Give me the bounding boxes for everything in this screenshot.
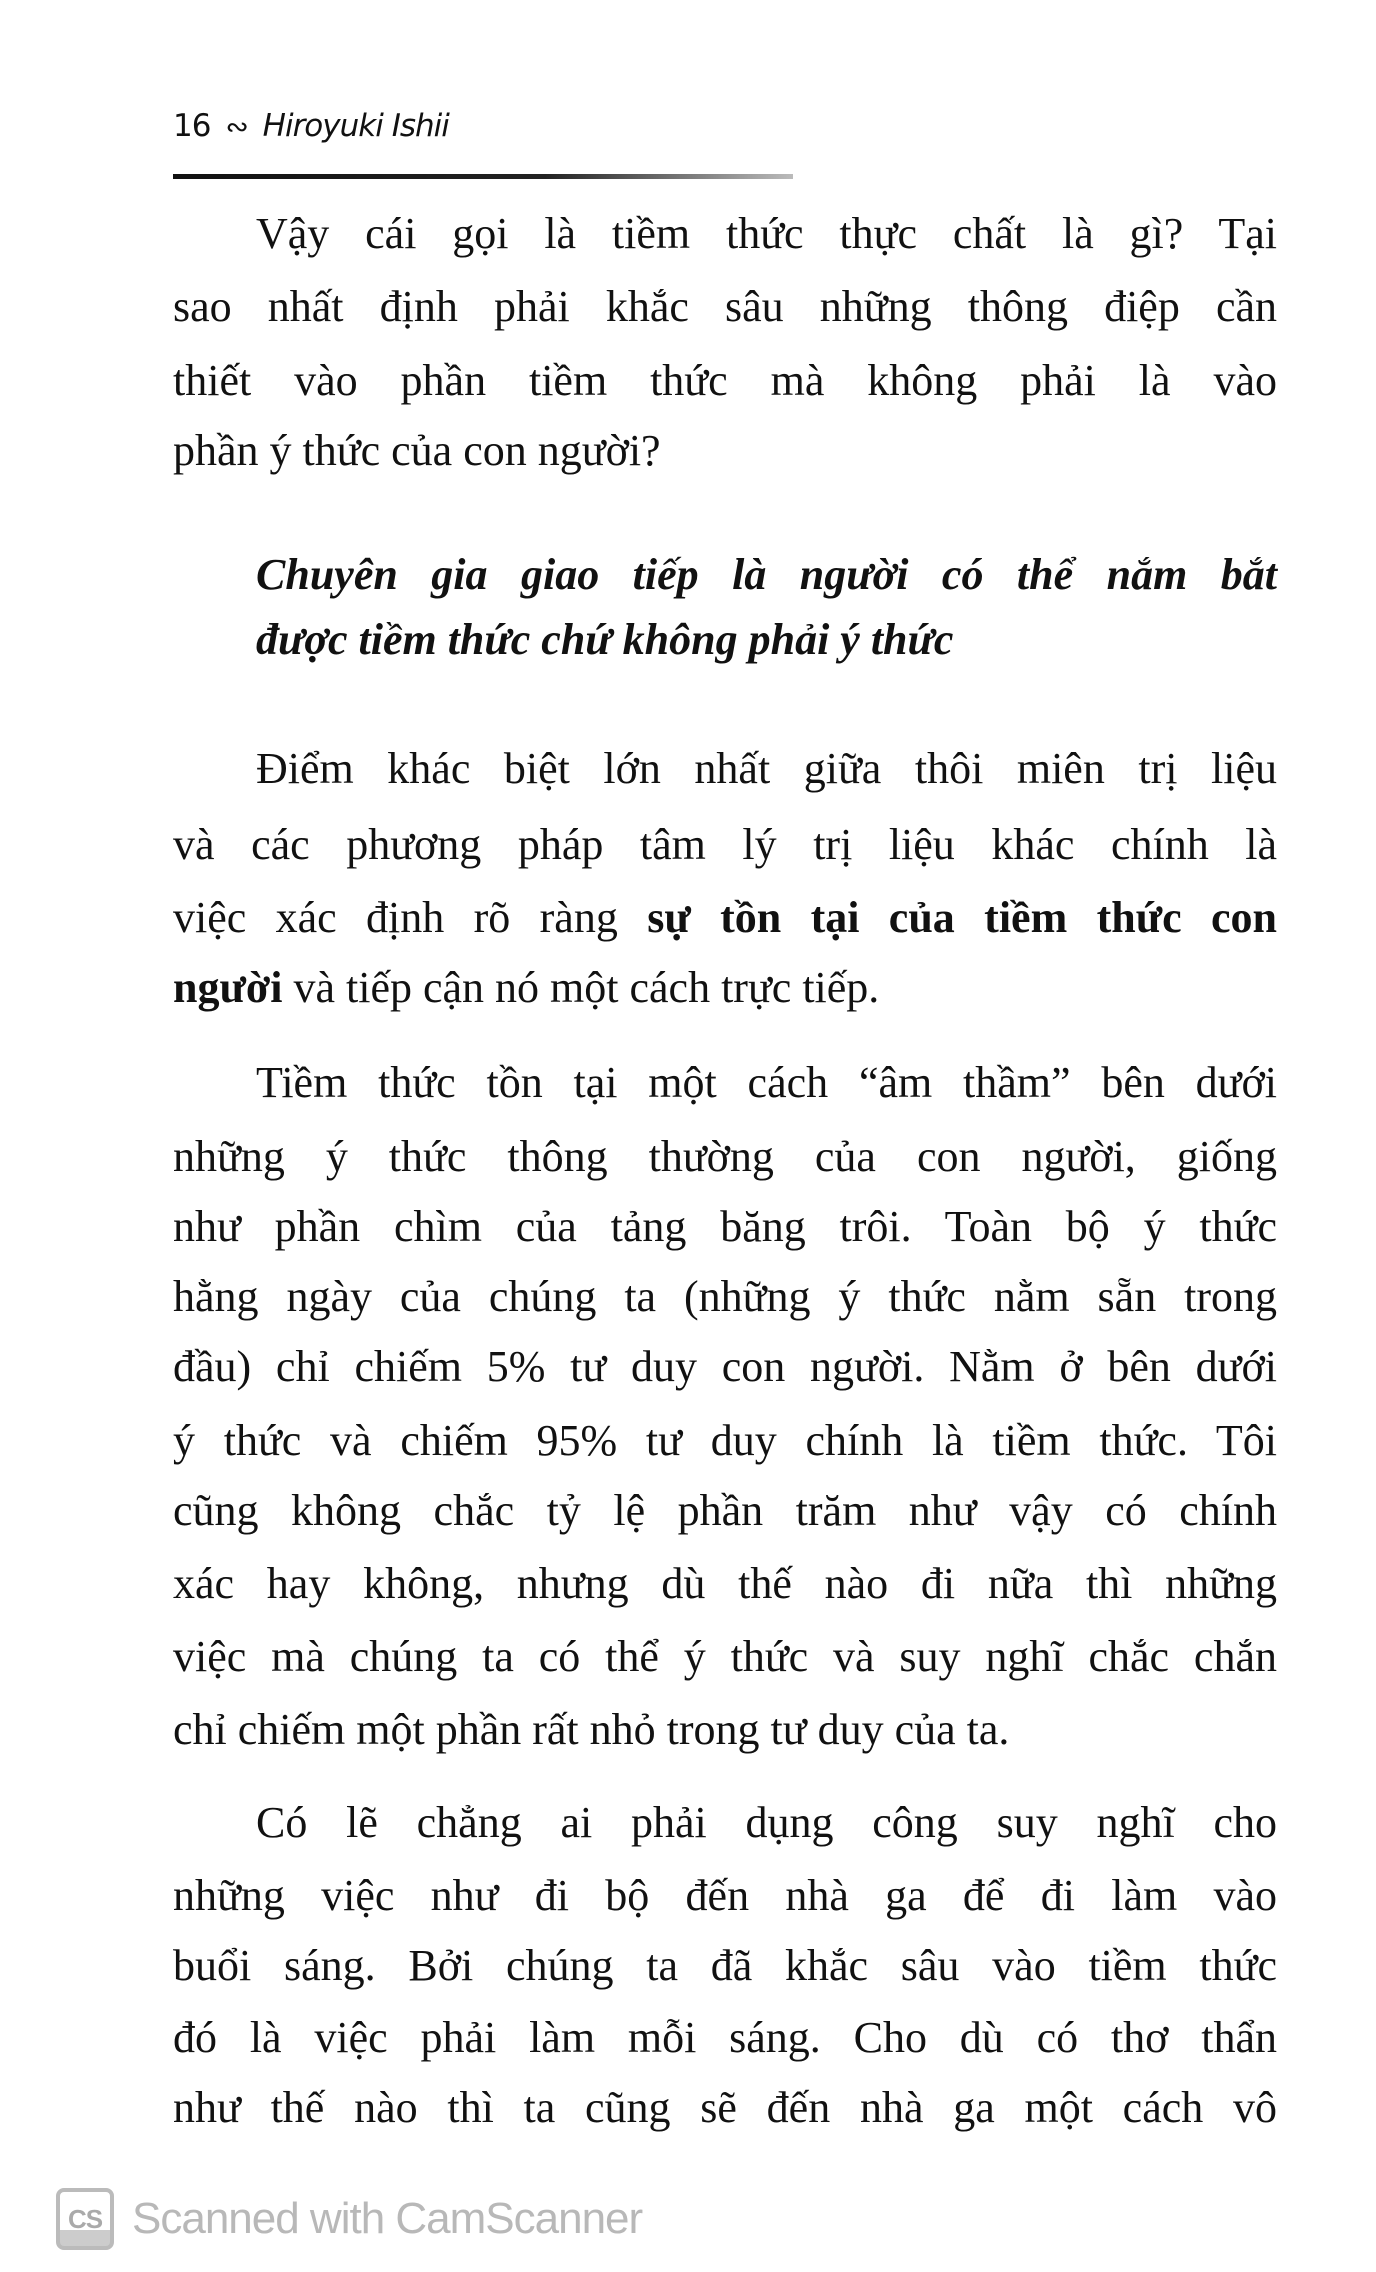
body-line: đầu) chỉ chiếm 5% tư duy con người. Nằm ở bên dưới — [173, 1342, 1277, 1391]
body-line: Có lẽ chẳng ai phải dụng công suy nghĩ cho — [256, 1798, 1277, 1847]
body-line: phần ý thức của con người? — [173, 426, 661, 475]
body-line: thiết vào phần tiềm thức mà không phải là vào — [173, 356, 1277, 405]
body-line: Điểm khác biệt lớn nhất giữa thôi miên trị liệu — [256, 744, 1277, 793]
author-name: Hiroyuki Ishii — [262, 108, 449, 144]
body-line: như thế nào thì ta cũng sẽ đến nhà ga một cách vô — [173, 2083, 1277, 2132]
body-line: hằng ngày của chúng ta (những ý thức nằm sẵn trong — [173, 1272, 1277, 1321]
body-line: buổi sáng. Bởi chúng ta đã khắc sâu vào tiềm thức — [173, 1941, 1277, 1990]
body-line: đó là việc phải làm mỗi sáng. Cho dù có thơ thẩn — [173, 2013, 1277, 2062]
camscanner-watermark — [56, 2188, 642, 2250]
section-heading-line: được tiềm thức chứ không phải ý thức — [256, 615, 954, 664]
body-line: Vậy cái gọi là tiềm thức thực chất là gì? Tại — [256, 209, 1277, 258]
body-line: Tiềm thức tồn tại một cách “âm thầm” bên dưới — [256, 1058, 1277, 1107]
body-line: những việc như đi bộ đến nhà ga để đi làm vào — [173, 1871, 1277, 1920]
body-line — [173, 952, 1277, 1024]
body-line: những ý thức thông thường của con người, giống — [173, 1132, 1277, 1181]
camscanner-logo-icon: CS — [56, 2188, 114, 2250]
watermark-text: Scanned with CamScanner — [132, 2194, 643, 2243]
body-line: việc mà chúng ta có thể ý thức và suy nghĩ chắc chắn — [173, 1632, 1277, 1681]
body-line: như phần chìm của tảng băng trôi. Toàn bộ ý thức — [173, 1202, 1277, 1251]
body-line: xác hay không, nhưng dù thế nào đi nữa thì những — [173, 1559, 1277, 1608]
body-line: sao nhất định phải khắc sâu những thông điệp cần — [173, 282, 1277, 331]
ornament-icon: ∾ — [225, 110, 248, 143]
body-line: cũng không chắc tỷ lệ phần trăm như vậy có chính — [173, 1486, 1277, 1535]
bold-emphasis: người — [173, 963, 283, 1012]
bold-emphasis: sự tồn tại của tiềm thức con — [647, 893, 1277, 942]
body-line: và các phương pháp tâm lý trị liệu khác chính là — [173, 820, 1277, 869]
body-line — [173, 882, 1277, 954]
body-line: ý thức và chiếm 95% tư duy chính là tiềm thức. Tôi — [173, 1416, 1277, 1465]
body-line: chỉ chiếm một phần rất nhỏ trong tư duy của ta. — [173, 1705, 1010, 1754]
page-number: 16 — [173, 108, 211, 144]
text-run: việc xác định rõ ràng — [173, 893, 648, 942]
section-heading-line: Chuyên gia giao tiếp là người có thể nắm bắt — [256, 550, 1277, 599]
text-run: và tiếp cận nó một cách trực tiếp. — [282, 963, 880, 1012]
running-header — [173, 108, 449, 144]
header-rule — [173, 174, 793, 179]
